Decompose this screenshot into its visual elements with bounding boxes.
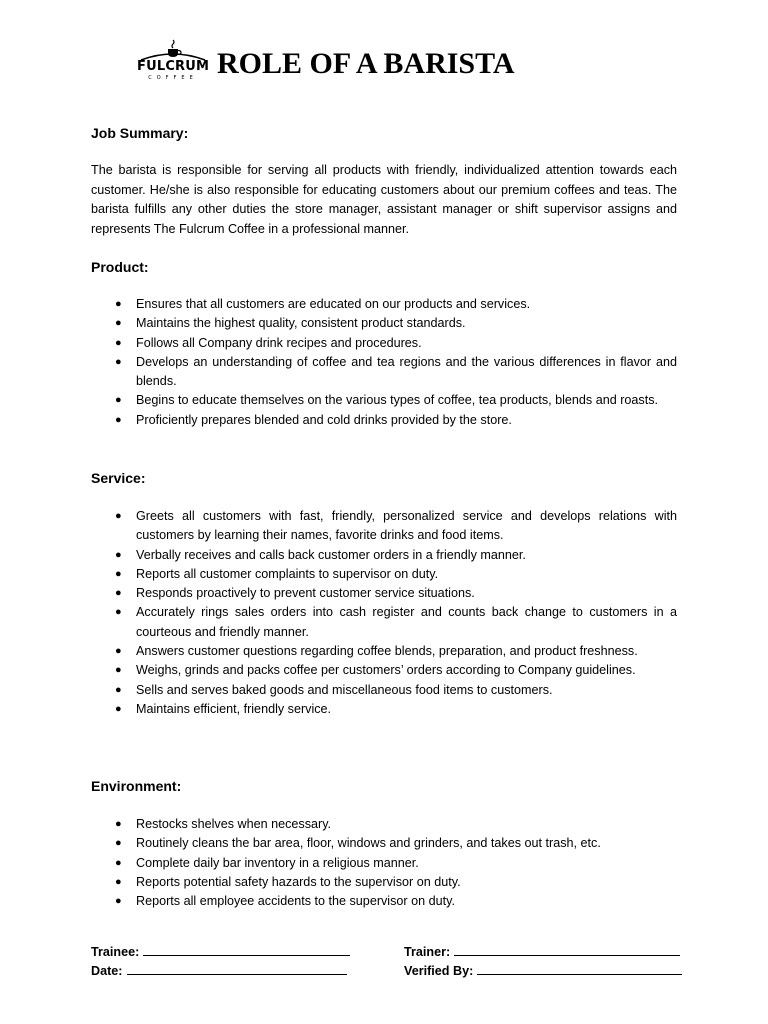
trainer-label: Trainer: bbox=[404, 945, 451, 959]
bullet-icon: ● bbox=[115, 664, 122, 677]
list-item-text: Develops an understanding of coffee and tea regions and the various differences in flavor and blends. bbox=[136, 354, 677, 389]
signature-row-1 bbox=[91, 942, 677, 960]
bullet-icon: ● bbox=[115, 875, 122, 888]
list-item-text: Weighs, grinds and packs coffee per customers’ orders according to Company guidelines. bbox=[136, 663, 636, 678]
list-item bbox=[91, 873, 677, 892]
trainee-label: Trainee: bbox=[91, 945, 140, 959]
list-item-text: Verbally receives and calls back customer orders in a friendly manner. bbox=[136, 547, 526, 562]
list-item bbox=[91, 334, 677, 353]
logo-subtitle: COFFEE bbox=[148, 75, 198, 81]
bullet-icon: ● bbox=[115, 510, 122, 522]
list-item-text: Complete daily bar inventory in a religious manner. bbox=[136, 855, 419, 870]
bullet-icon: ● bbox=[115, 298, 122, 310]
list-item bbox=[91, 815, 677, 834]
bullet-icon: ● bbox=[115, 413, 122, 426]
environment-list bbox=[91, 815, 677, 911]
list-item-text: Begins to educate themselves on the various types of coffee, tea products, blends and roasts. bbox=[136, 393, 659, 408]
bullet-icon: ● bbox=[115, 895, 122, 908]
trainee-field[interactable] bbox=[91, 942, 350, 961]
bullet-icon: ● bbox=[115, 548, 122, 561]
job-summary-heading: Job Summary: bbox=[91, 125, 189, 141]
list-item-text: Reports potential safety hazards to the supervisor on duty. bbox=[136, 874, 461, 889]
trainer-signature-line[interactable] bbox=[454, 942, 680, 956]
list-item-text: Maintains efficient, friendly service. bbox=[136, 701, 332, 716]
job-summary-text: The barista is responsible for serving all products with friendly, individualized attention towards each customer. He/she is also responsible for educating customers about our premium coffees and teas. The barista fulfills any other duties the store manager, assistant manager or shift supervisor assigns and represents The Fulcrum Coffee in a professional manner. bbox=[91, 163, 677, 236]
list-item bbox=[91, 834, 677, 853]
bullet-icon: ● bbox=[115, 587, 122, 600]
environment-heading: Environment: bbox=[91, 778, 182, 794]
verified-by-label: Verified By: bbox=[404, 964, 474, 978]
fulcrum-logo bbox=[137, 38, 209, 88]
bullet-icon: ● bbox=[115, 355, 122, 368]
product-list bbox=[91, 295, 677, 430]
bullet-icon: ● bbox=[115, 856, 122, 869]
logo-wordmark: FULCRUM bbox=[137, 59, 210, 74]
list-item-text: Reports all customer complaints to supervisor on duty. bbox=[136, 566, 439, 581]
list-item bbox=[91, 314, 677, 333]
list-item-text: Maintains the highest quality, consistent product standards. bbox=[136, 316, 466, 331]
page-title: ROLE OF A BARISTA bbox=[217, 47, 515, 80]
signature-row-2 bbox=[91, 961, 677, 979]
date-line[interactable] bbox=[127, 961, 347, 975]
list-item-text: Ensures that all customers are educated on our products and services. bbox=[136, 297, 531, 311]
list-item-text: Greets all customers with fast, friendly, personalized service and develops relations with customers by learning their names, favorite drinks and food items. bbox=[136, 509, 677, 543]
list-item bbox=[91, 391, 677, 410]
list-item bbox=[91, 642, 677, 661]
list-item-text: Proficiently prepares blended and cold drinks provided by the store. bbox=[136, 412, 512, 427]
list-item bbox=[91, 411, 677, 430]
list-item bbox=[91, 700, 677, 719]
list-item bbox=[91, 584, 677, 603]
list-item-text: Answers customer questions regarding coffee blends, preparation, and product freshness. bbox=[136, 644, 638, 659]
trainer-field[interactable] bbox=[404, 942, 680, 961]
bullet-icon: ● bbox=[115, 394, 122, 407]
list-item bbox=[91, 681, 677, 700]
list-item-text: Accurately rings sales orders into cash register and counts back change to customers in a courteous and friendly manner. bbox=[136, 605, 677, 639]
date-label: Date: bbox=[91, 964, 123, 978]
service-heading: Service: bbox=[91, 470, 146, 486]
bullet-icon: ● bbox=[115, 837, 122, 850]
date-field[interactable] bbox=[91, 961, 347, 980]
list-item bbox=[91, 854, 677, 873]
list-item bbox=[91, 546, 677, 565]
list-item-text: Responds proactively to prevent customer service situations. bbox=[136, 586, 475, 601]
bullet-icon: ● bbox=[115, 317, 122, 330]
trainee-signature-line[interactable] bbox=[143, 942, 350, 956]
bullet-icon: ● bbox=[115, 567, 122, 580]
list-item bbox=[91, 661, 677, 680]
bullet-icon: ● bbox=[115, 336, 122, 349]
bullet-icon: ● bbox=[115, 606, 122, 619]
verified-by-line[interactable] bbox=[477, 961, 682, 975]
bullet-icon: ● bbox=[115, 645, 122, 658]
product-heading: Product: bbox=[91, 259, 149, 275]
list-item-text: Restocks shelves when necessary. bbox=[136, 817, 332, 831]
list-item-text: Follows all Company drink recipes and procedures. bbox=[136, 335, 422, 350]
bullet-icon: ● bbox=[115, 683, 122, 696]
service-list bbox=[91, 507, 677, 719]
list-item bbox=[91, 565, 677, 584]
bullet-icon: ● bbox=[115, 702, 122, 715]
list-item-text: Routinely cleans the bar area, floor, windows and grinders, and takes out trash, etc. bbox=[136, 836, 601, 851]
list-item-text: Sells and serves baked goods and miscellaneous food items to customers. bbox=[136, 682, 553, 697]
list-item bbox=[91, 603, 677, 642]
verified-by-field[interactable] bbox=[404, 961, 682, 980]
list-item-text: Reports all employee accidents to the supervisor on duty. bbox=[136, 894, 455, 909]
list-item bbox=[91, 295, 677, 314]
list-item bbox=[91, 507, 677, 546]
list-item bbox=[91, 892, 677, 911]
bullet-icon: ● bbox=[115, 818, 122, 830]
list-item bbox=[91, 353, 677, 392]
